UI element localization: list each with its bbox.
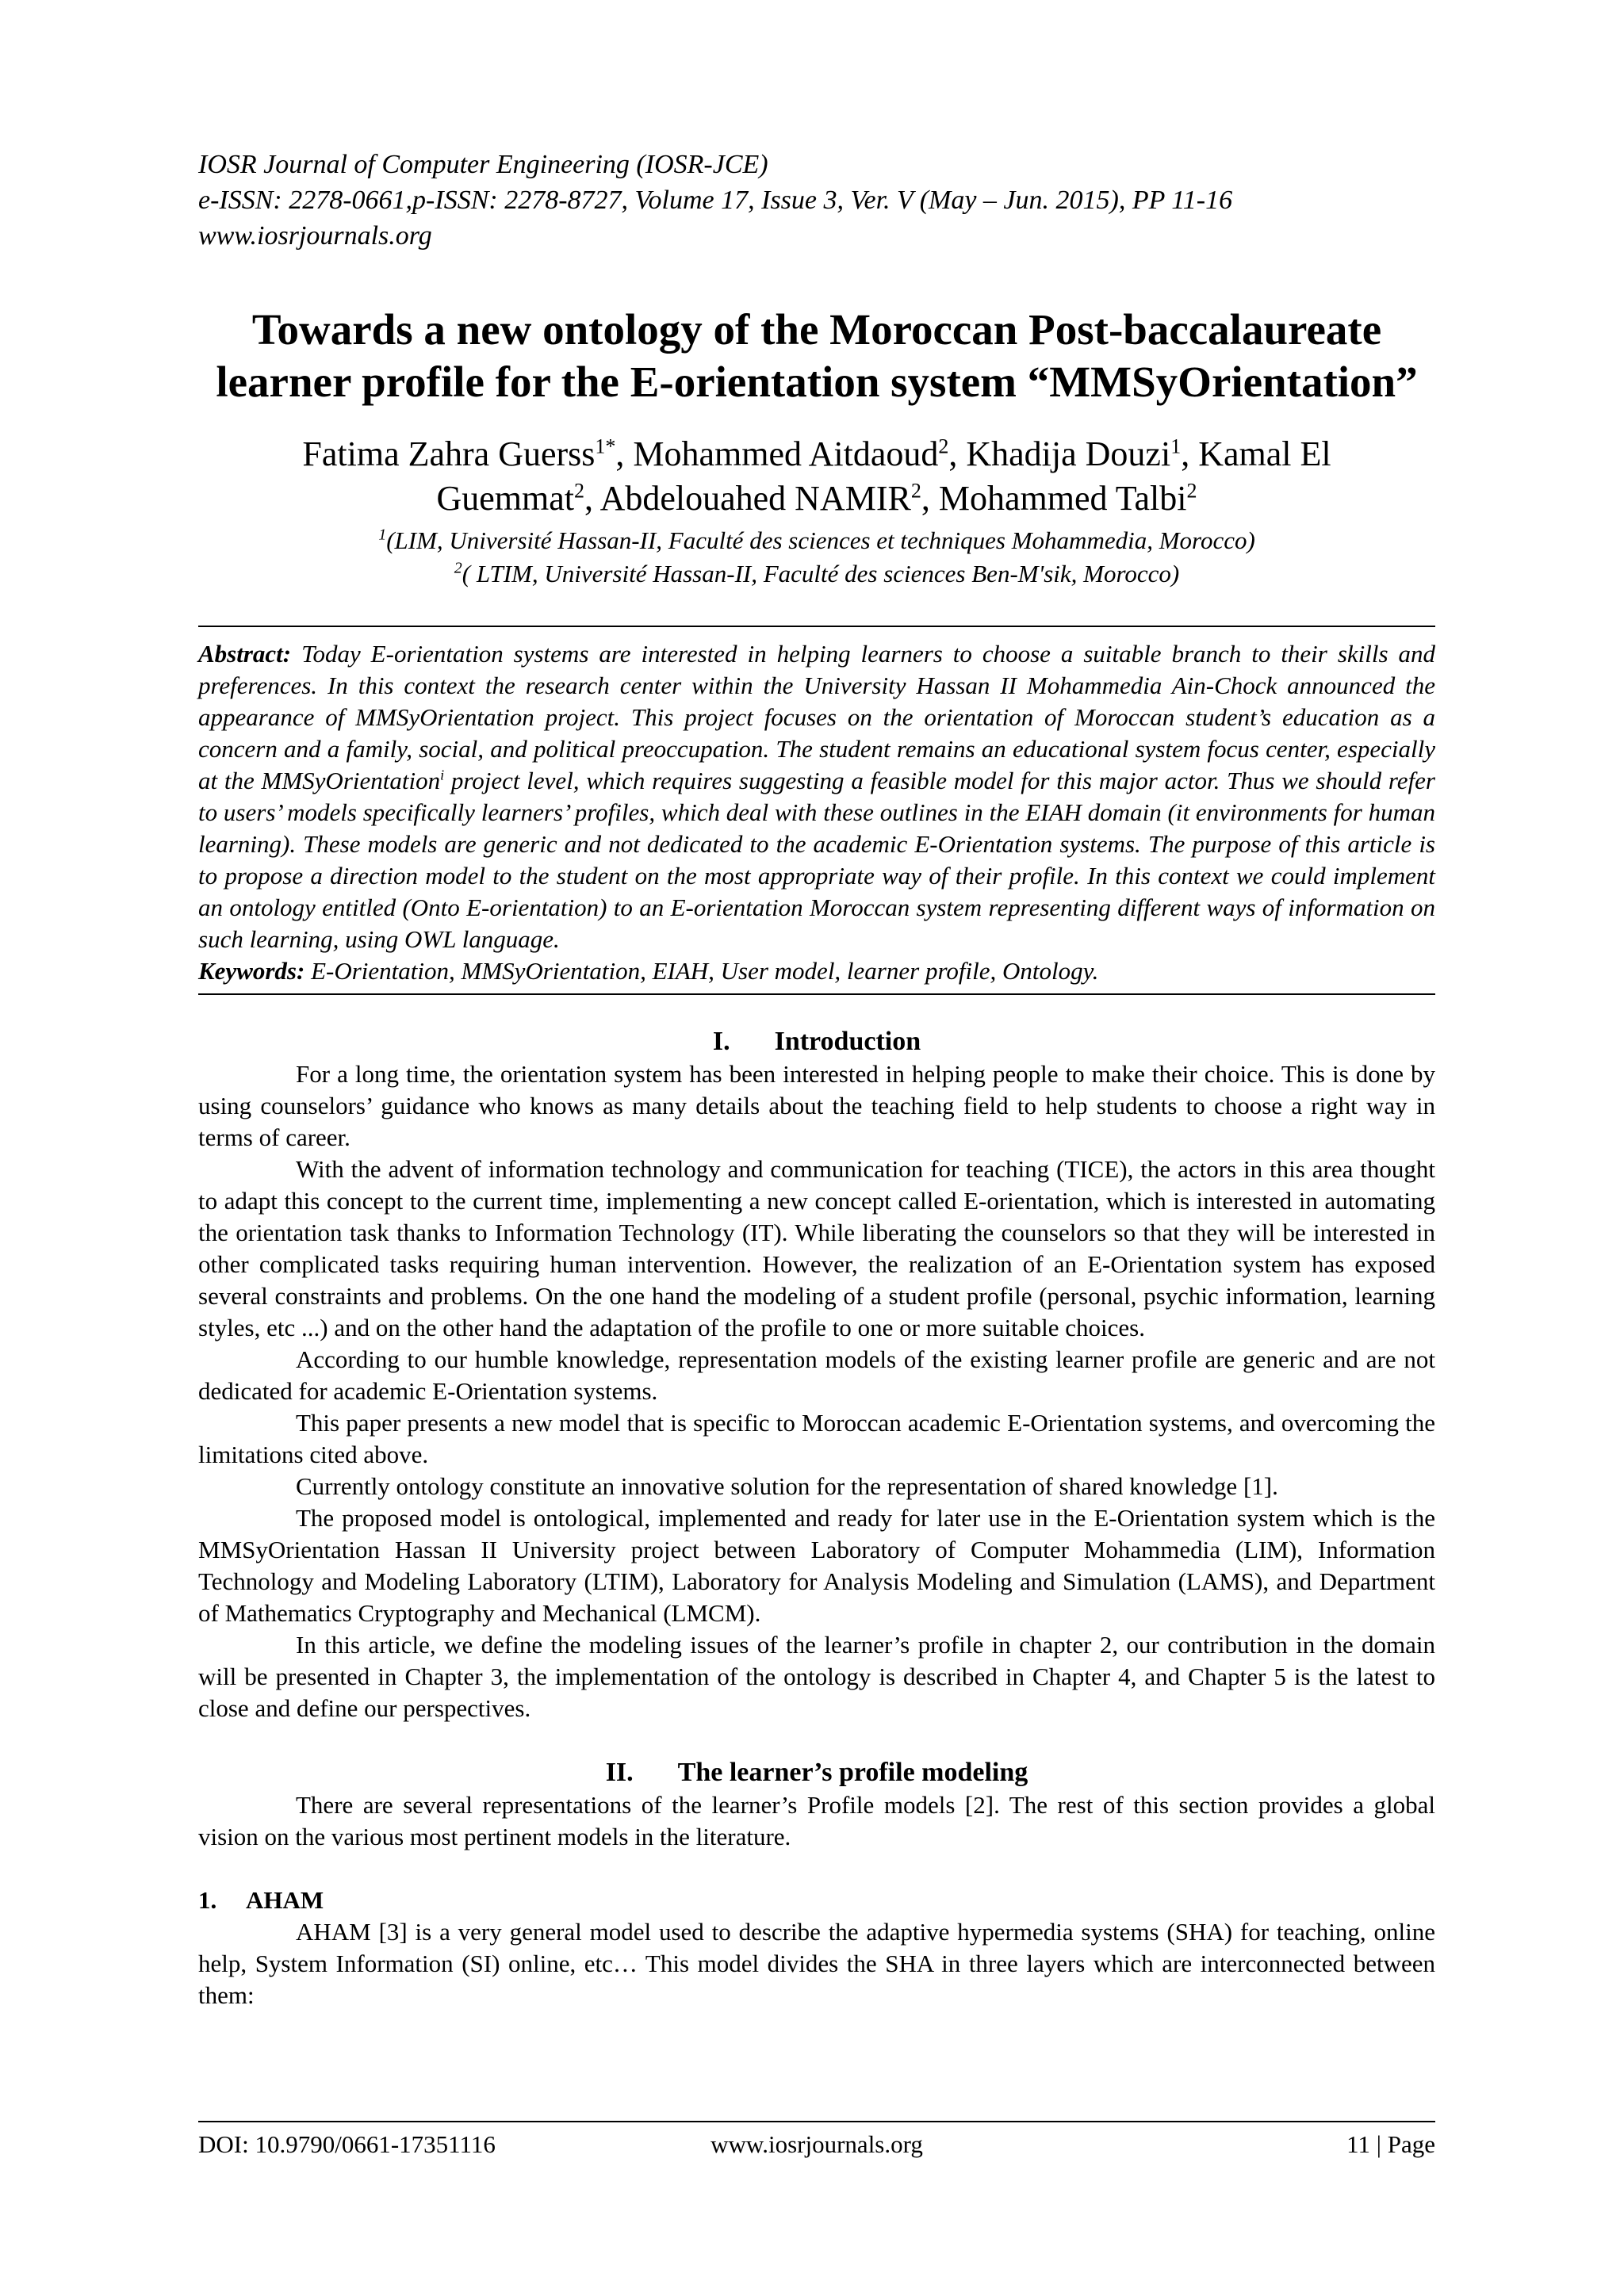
footer-doi: DOI: 10.9790/0661-17351116 (198, 2130, 496, 2158)
author-affiliation-mark: 2 (938, 434, 949, 458)
journal-website: www.iosrjournals.org (198, 221, 432, 251)
author-list (198, 432, 1435, 521)
author (966, 434, 1198, 473)
affiliation (198, 524, 1435, 557)
paragraph: In this article, we define the modeling issues of the learner’s profile in chapter 2, our contribution in the domain will be presented in Chapter 3, the implementation of the ontology is described in Chapter 4, and Chapter 5 is the latest to close and define our perspectives. (198, 1631, 1435, 1722)
author-separator: , (948, 434, 967, 473)
title-line-1: Towards a new ontology of the Moroccan Post-baccalaureate (251, 305, 1382, 354)
subsection-title: AHAM (246, 1886, 324, 1914)
keywords-text: E-Orientation, MMSyOrientation, EIAH, User model, learner profile, Ontology. (304, 957, 1099, 985)
journal-issn: e-ISSN: 2278-0661,p-ISSN: 2278-8727, Volume 17, Issue 3, Ver. V (May – Jun. 2015), PP 11-16 (198, 186, 1233, 215)
paragraph: Currently ontology constitute an innovative solution for the representation of shared knowledge [1]. (296, 1472, 1278, 1500)
paragraph: AHAM [3] is a very general model used to describe the adaptive hypermedia systems (SHA) for teaching, online help, System Information (SI) online, etc… This model divides the SHA in three layers which are interconnected between them: (198, 1918, 1435, 2009)
author-affiliation-mark: 2 (1186, 479, 1197, 503)
author (600, 479, 939, 518)
journal-name: IOSR Journal of Computer Engineering (IOSR-JCE) (198, 150, 768, 179)
affiliation-text: ( LTIM, Université Hassan-II, Faculté des sciences Ben-M'sik, Morocco) (462, 560, 1180, 587)
footer-website: www.iosrjournals.org (710, 2130, 923, 2158)
title-line-2: learner profile for the E-orientation system “MMSyOrientation” (216, 358, 1418, 406)
author-separator: , (615, 434, 634, 473)
section-heading-learner-profile (198, 1756, 1435, 1789)
page-content (198, 147, 1435, 2011)
section-number: II. (605, 1758, 634, 1787)
journal-header (198, 147, 1435, 254)
paragraph: This paper presents a new model that is specific to Moroccan academic E-Orientation systems, and overcoming the limitations cited above. (198, 1409, 1435, 1468)
author-affiliation-mark: 2 (574, 479, 585, 503)
author-name: Abdelouahed NAMIR (599, 479, 911, 518)
affiliation-mark: 2 (454, 559, 462, 577)
author-affiliation-mark: 1 (1170, 434, 1182, 458)
section-heading-introduction (198, 1025, 1435, 1058)
abstract-bottom-rule (198, 993, 1435, 995)
abstract-footnote-mark: i (440, 767, 445, 783)
paragraph: For a long time, the orientation system has been interested in helping people to make their choice. This is done by using counselors’ guidance who knows as many details about the teaching field to help students to choose a right way in terms of career. (198, 1060, 1435, 1151)
keywords-label: Keywords: (198, 957, 305, 985)
abstract-top-rule (198, 626, 1435, 627)
abstract (198, 638, 1435, 955)
abstract-text-part-1: Today E-orientation systems are interested in helping learners to choose a suitable branch to their skills and preferences. In this context the research center within the University Hassan II Mohammedia Ain-Chock announced the appearance of MMSyOrientation project. This project focuses on the orientation of Moroccan student’s education as a concern and a family, social, and political preoccupation. The student remains an educational system focus center, especially at the MMSyOrientation (198, 640, 1435, 794)
subsection-number: 1. (198, 1886, 217, 1914)
footer-rule (198, 2121, 1435, 2122)
author (633, 434, 966, 473)
affiliation-mark: 1 (378, 526, 387, 544)
paragraph: With the advent of information technology and communication for teaching (TICE), the actors in this area thought to adapt this concept to the current time, implementing a new concept called E-orientation, which is interested in automating the orientation task thanks to Information Technology (IT). While liberating the counselors so that they will be interested in other complicated tasks requiring human intervention. However, the realization of an E-Orientation system has exposed several constraints and problems. On the one hand the modeling of a student profile (personal, psychic information, learning styles, etc ...) and on the other hand the adaptation of the profile to one or more suitable choices. (198, 1155, 1435, 1341)
author-separator: , (584, 479, 600, 518)
keywords (198, 955, 1435, 987)
author-name: Fatima Zahra Guerss (302, 434, 596, 473)
author-name: Kamal El Guemmat (436, 434, 1331, 518)
paragraph: There are several representations of the learner’s Profile models [2]. The rest of this section provides a global vision on the various most pertinent models in the literature. (198, 1791, 1435, 1850)
author (939, 479, 1197, 518)
author-separator: , (1181, 434, 1199, 473)
section-number: I. (712, 1027, 730, 1056)
section-title: The learner’s profile modeling (677, 1758, 1028, 1787)
abstract-label: Abstract: (198, 640, 292, 668)
author-name: Khadija Douzi (966, 434, 1171, 473)
affiliation-text: (LIM, Université Hassan-II, Faculté des sciences et techniques Mohammedia, Morocco) (386, 526, 1255, 554)
paragraph: The proposed model is ontological, implemented and ready for later use in the E-Orientation system which is the MMSyOrientation Hassan II University project between Laboratory of Computer Mohammedia (LIM), Information Technology and Modeling Laboratory (LTIM), Laboratory for Analysis Modeling and Simulation (LAMS), and Department of Mathematics Cryptography and Mechanical (LMCM). (198, 1504, 1435, 1627)
author-separator: , (921, 479, 939, 518)
subsection-heading-aham (198, 1885, 1435, 1916)
section-title: Introduction (774, 1027, 921, 1056)
author (302, 434, 633, 473)
affiliation (198, 557, 1435, 591)
author-name: Mohammed Aitdaoud (633, 434, 939, 473)
author-affiliation-mark: 1* (595, 434, 616, 458)
paper-title (198, 304, 1435, 408)
author-name: Mohammed Talbi (938, 479, 1187, 518)
paragraph: According to our humble knowledge, representation models of the existing learner profile are generic and are not dedicated for academic E-Orientation systems. (198, 1345, 1435, 1405)
footer-page-number: 11 | Page (1346, 2130, 1435, 2158)
author-affiliation-mark: 2 (910, 479, 921, 503)
abstract-text-part-2: project level, which requires suggesting a feasible model for this major actor. Thus we should refer to users’ models specifically learners’ profiles, which deal with these outlines in the EIAH domain (it environments for human learning). These models are generic and not dedicated to the academic E-Orientation systems. The purpose of this article is to propose a direction model to the student on the most appropriate way of their profile. In this context we could implement an ontology entitled (Onto E-orientation) to an E-orientation Moroccan system representing different ways of information on such learning, using OWL language. (198, 767, 1435, 953)
